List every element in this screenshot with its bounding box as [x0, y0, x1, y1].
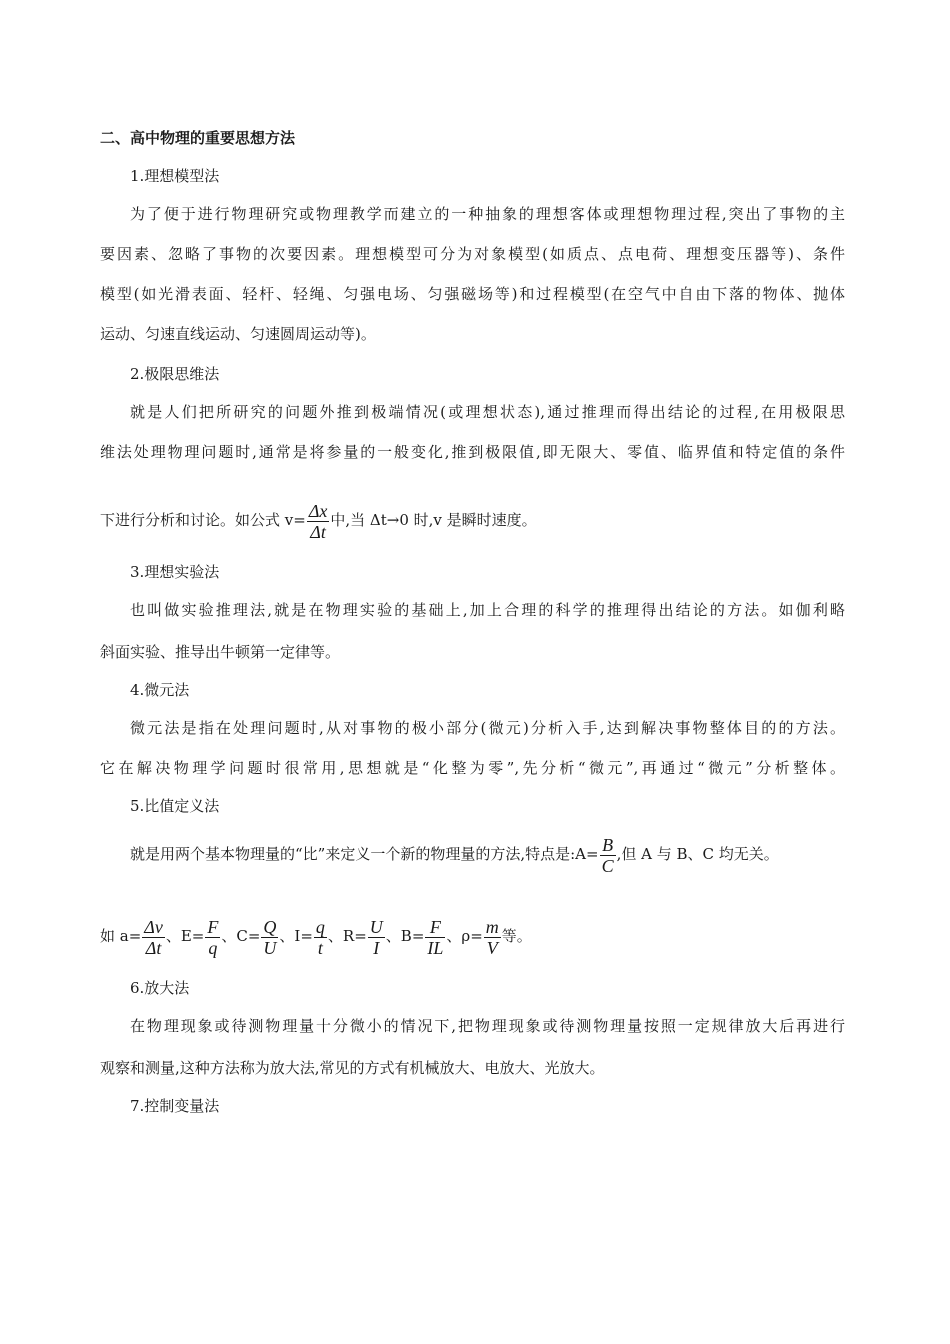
fraction-denominator: Δt — [142, 937, 165, 958]
method-4-title: 4.微元法 — [130, 681, 190, 699]
method-6-text-line-2: 观察和测量,这种方法称为放大法,常见的方式有机械放大、电放大、光放大。 — [100, 1059, 605, 1077]
method-5-text-line-1 — [130, 832, 845, 876]
method-5-examples-line — [100, 914, 845, 958]
method-6-text-line-1: 在物理现象或待测物理量十分微小的情况下,把物理现象或待测物理量按照一定规律放大后再进行 — [130, 1017, 845, 1035]
ratio-fraction — [600, 835, 616, 876]
examples-intro: 如 a= — [100, 927, 142, 945]
formula-suffix-text: 中,当 Δt→0 时,v 是瞬时速度。 — [330, 511, 537, 529]
fraction-numerator: F — [207, 916, 219, 937]
method-2-title: 2.极限思维法 — [130, 365, 220, 383]
example-separator: 、C= — [221, 927, 261, 945]
fraction-numerator: q — [315, 916, 325, 937]
method-1-text-line-4: 运动、匀速直线运动、匀速圆周运动等)。 — [100, 325, 376, 343]
ratio-definition-suffix: ,但 A 与 B、C 均无关。 — [616, 845, 779, 863]
fraction-numerator: F — [429, 916, 441, 937]
method-1-text-line-2: 要因素、忽略了事物的次要因素。理想模型可分为对象模型(如质点、点电荷、理想变压器等)、条件 — [100, 245, 845, 263]
example-separator: 、ρ= — [446, 927, 483, 945]
fraction-numerator: Δv — [144, 916, 163, 937]
fraction-denominator: IL — [427, 937, 444, 958]
method-1-title: 1.理想模型法 — [130, 167, 220, 185]
method-2-text-line-2: 维法处理物理问题时,通常是将参量的一般变化,推到极限值,即无限大、零值、临界值和特定值的条件 — [100, 443, 845, 461]
fraction-numerator: B — [602, 834, 614, 855]
method-3-text-line-1: 也叫做实验推理法,就是在物理实验的基础上,加上合理的科学的推理得出结论的方法。如伽利略 — [130, 601, 845, 619]
method-3-title: 3.理想实验法 — [130, 563, 220, 581]
fraction-denominator: q — [205, 937, 220, 958]
method-5-title: 5.比值定义法 — [130, 797, 220, 815]
method-2-text-line-1: 就是人们把所研究的问题外推到极端情况(或理想状态),通过推理而得出结论的过程,在用极限思 — [130, 403, 845, 421]
fraction-numerator: U — [369, 916, 383, 937]
example-separator: 、R= — [327, 927, 367, 945]
formula-prefix-text: 下进行分析和讨论。如公式 v= — [100, 511, 306, 529]
example-separator: 、E= — [165, 927, 205, 945]
method-4-text-line-1: 微元法是指在处理问题时,从对事物的极小部分(微元)分析入手,达到解决事物整体目的的方法。 — [130, 719, 845, 737]
ratio-definition-prefix: 就是用两个基本物理量的“比”来定义一个新的物理量的方法,特点是:A= — [130, 845, 599, 863]
example-fraction — [142, 917, 165, 958]
method-7-title: 7.控制变量法 — [130, 1097, 220, 1115]
example-fraction — [261, 917, 278, 958]
method-6-title: 6.放大法 — [130, 979, 190, 997]
method-3-text-line-2: 斜面实验、推导出牛顿第一定律等。 — [100, 643, 341, 661]
method-1-text-line-3: 模型(如光滑表面、轻杆、轻绳、匀强电场、匀强磁场等)和过程模型(在空气中自由下落的物体、抛体 — [100, 285, 845, 303]
fraction-denominator: C — [601, 855, 614, 876]
fraction-denominator: Δt — [307, 521, 330, 542]
example-fraction — [425, 917, 445, 958]
fraction-numerator: m — [485, 916, 499, 937]
example-fraction — [205, 917, 220, 958]
fraction-denominator: U — [263, 937, 277, 958]
fraction-denominator: I — [368, 937, 385, 958]
fraction-denominator: t — [314, 937, 327, 958]
method-4-text-line-2: 它在解决物理学问题时很常用,思想就是“化整为零”,先分析“微元”,再通过“微元”分析整体。 — [100, 759, 845, 777]
example-fraction — [484, 917, 501, 958]
example-separator: 、I= — [279, 927, 313, 945]
method-2-text-line-3 — [100, 498, 845, 542]
fraction-numerator: Q — [263, 916, 277, 937]
example-separator: 、B= — [385, 927, 425, 945]
section-heading: 二、高中物理的重要思想方法 — [100, 129, 296, 147]
velocity-fraction — [307, 501, 330, 542]
example-separator: 等。 — [501, 927, 532, 945]
method-1-text-line-1: 为了便于进行物理研究或物理教学而建立的一种抽象的理想客体或理想物理过程,突出了事物的主 — [130, 205, 845, 223]
fraction-denominator: V — [484, 937, 501, 958]
example-fraction — [368, 917, 385, 958]
example-fraction — [314, 917, 327, 958]
fraction-numerator: Δx — [308, 500, 328, 521]
